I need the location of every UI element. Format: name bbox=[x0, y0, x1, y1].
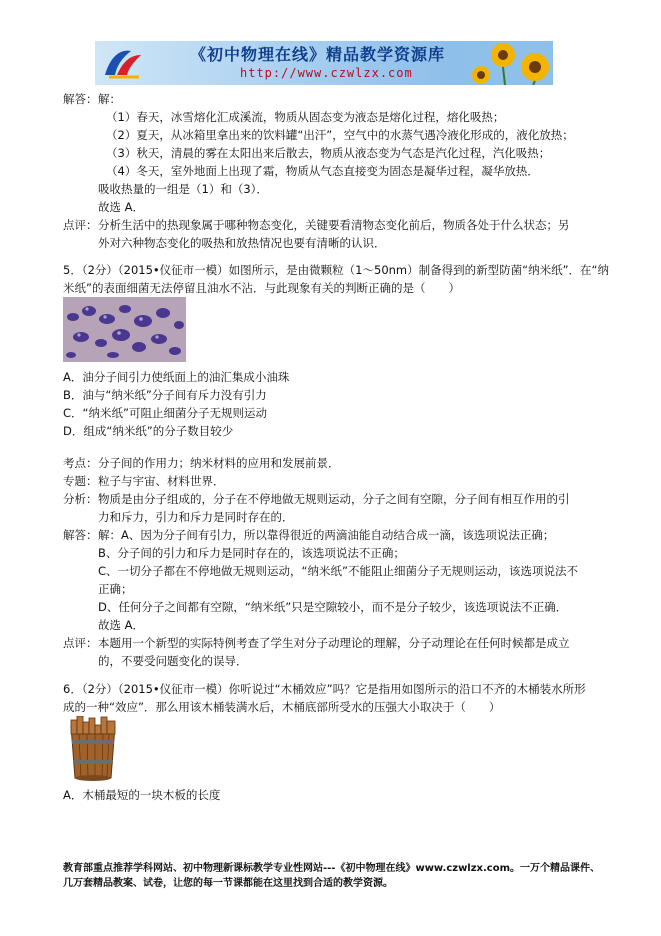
site-logo-icon bbox=[101, 45, 145, 81]
q5-dianping-label: 点评： bbox=[63, 636, 98, 650]
q4-comment-label: 点评： bbox=[63, 218, 98, 232]
q5-jieda-line: 解：A、因为分子间有引力，所以靠得很近的两滴油能自动结合成一滴，该选项说法正确； bbox=[98, 528, 555, 542]
q5-option-c: C．“纳米纸”可阻止细菌分子无规则运动 bbox=[63, 406, 267, 420]
q5-zhuanti: 粒子与宇宙、材料世界． bbox=[98, 474, 225, 488]
q4-answer-label: 解答： bbox=[63, 92, 98, 106]
q5-jieda-line: D、任何分子之间都有空隙，“纳米纸”只是空隙较小，而不是分子较少，该选项说法不正确． bbox=[98, 600, 568, 614]
wooden-bucket-image bbox=[63, 716, 123, 782]
q5-stem-line: 米纸”的表面细菌无法停留且油水不沾．与此现象有关的判断正确的是（ ） bbox=[63, 281, 460, 295]
q6-stem-line: 6．（2分）（2015•仪征市一模）你听说过“木桶效应”吗？它是指用如图所示的沿口不齐的木桶装水所形 bbox=[63, 682, 586, 696]
q6-option-a: A．木桶最短的一块木板的长度 bbox=[63, 788, 221, 802]
q5-dianping-line: 的，不要受问题变化的误导． bbox=[98, 654, 248, 668]
q4-comment-line: 外对六种物态变化的吸热和放热情况也要有清晰的认识． bbox=[98, 236, 386, 250]
q4-answer-line: 故选 A． bbox=[98, 200, 145, 214]
nano-paper-droplets-image bbox=[63, 297, 186, 362]
q4-answer-line: （3）秋天，清晨的雾在太阳出来后散去，物质从液态变为气态是汽化过程，汽化吸热； bbox=[106, 146, 551, 160]
q5-jieda-label: 解答： bbox=[63, 528, 98, 542]
banner-title: 《初中物理在线》精品教学资源库 bbox=[190, 45, 446, 64]
q5-fenxi-line: 力和斥力，引力和斥力是同时存在的． bbox=[98, 510, 294, 524]
q4-answer-line: （1）春天，冰雪熔化汇成溪流，物质从固态变为液态是熔化过程，熔化吸热； bbox=[106, 110, 505, 124]
q5-fenxi-label: 分析： bbox=[63, 492, 98, 506]
q5-jieda-line: 正确； bbox=[98, 582, 133, 596]
q4-answer-line: （2）夏天，从冰箱里拿出来的饮料罐“出汗”，空气中的水蒸气遇冷液化形成的，液化放热； bbox=[106, 128, 574, 142]
q4-answer-head: 解： bbox=[98, 92, 121, 106]
q5-option-b: B．油与“纳米纸”分子间有斥力没有引力 bbox=[63, 388, 267, 402]
footer-line: 几万套精品教案、试卷，让您的每一节课都能在这里找到合适的教学资源。 bbox=[63, 878, 393, 889]
q5-kaodian: 分子间的作用力；纳米材料的应用和发展前景． bbox=[98, 456, 340, 470]
footer-line: 教育部重点推荐学科网站、初中物理新课标教学专业性网站---《初中物理在线》www.czwlzx.com。一万个精品课件、 bbox=[63, 863, 601, 874]
banner-url[interactable]: http://www.czwlzx.com bbox=[240, 66, 413, 80]
q4-comment-line: 分析生活中的热现象属于哪种物态变化，关键要看清物态变化前后，物质各处于什么状态；另 bbox=[98, 218, 570, 232]
q4-answer-line: 吸收热量的一组是（1）和（3）． bbox=[98, 182, 268, 196]
q5-jieda-line: 故选 A． bbox=[98, 618, 145, 632]
q5-stem-line: 5．（2分）（2015•仪征市一模）如图所示，是由微颗粒（1～50nm）制备得到的新型防菌“纳米纸”．在“纳 bbox=[63, 263, 609, 277]
q4-answer-line: （4）冬天，室外地面上出现了霜，物质从气态直接变为固态是凝华过程，凝华放热． bbox=[106, 164, 539, 178]
q5-kaodian-label: 考点： bbox=[63, 456, 98, 470]
sunflower-decoration-icon bbox=[463, 41, 553, 85]
q6-stem-line: 成的一种“效应”．那么用该木桶装满水后，木桶底部所受水的压强大小取决于（ ） bbox=[63, 700, 501, 714]
q5-jieda-line: C、一切分子都在不停地做无规则运动，“纳米纸”不能阻止细菌分子无规则运动，该选项说法不 bbox=[98, 564, 578, 578]
q5-option-d: D．组成“纳米纸”的分子数目较少 bbox=[63, 424, 234, 438]
q5-zhuanti-label: 专题： bbox=[63, 474, 98, 488]
q5-dianping-line: 本题用一个新型的实际特例考查了学生对分子动理论的理解，分子动理论在任何时候都是成立 bbox=[98, 636, 570, 650]
q5-jieda-line: B、分子间的引力和斥力是同时存在的，该选项说法不正确； bbox=[98, 546, 405, 560]
q5-fenxi-line: 物质是由分子组成的，分子在不停地做无规则运动，分子之间有空隙，分子间有相互作用的引 bbox=[98, 492, 570, 506]
q5-option-a: A．油分子间引力使纸面上的油汇集成小油珠 bbox=[63, 370, 290, 384]
header-banner bbox=[95, 41, 553, 85]
